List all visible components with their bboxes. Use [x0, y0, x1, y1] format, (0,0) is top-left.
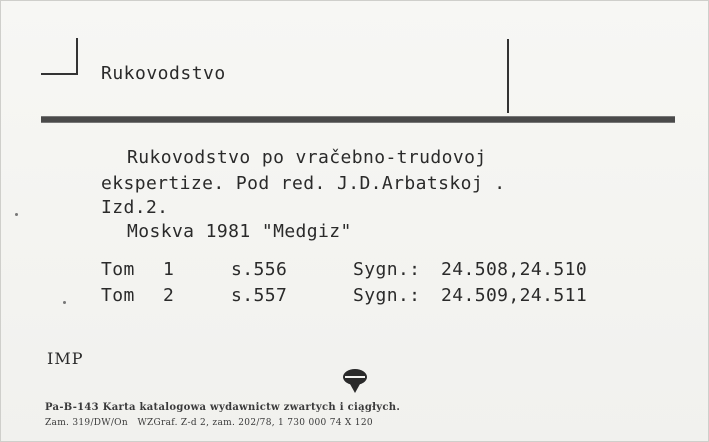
volume-2-number: 2	[163, 285, 175, 306]
corner-mark-horizontal	[41, 73, 78, 75]
corner-mark-vertical	[76, 38, 78, 74]
footer-line-1: Pa-B-143 Karta katalogowa wydawnictw zwartych i ciągłych.	[45, 402, 401, 413]
column-divider	[507, 39, 509, 113]
volume-1-number: 1	[163, 259, 175, 280]
volume-1-sygn-label: Sygn.:	[353, 259, 421, 280]
imprint-line: Moskva 1981 "Medgiz"	[127, 221, 352, 242]
printer-logo-icon	[340, 365, 370, 399]
heading-rule	[41, 116, 675, 123]
title-line-1: Rukovodstvo po vračebno-trudovoj	[127, 147, 487, 168]
volume-1-sygn: 24.508,24.510	[441, 259, 588, 280]
card-heading: Rukovodstvo	[101, 63, 226, 84]
speck	[15, 213, 18, 216]
volume-2-sygn: 24.509,24.511	[441, 285, 588, 306]
volume-2-pages: s.557	[231, 285, 288, 306]
volume-1-pages: s.556	[231, 259, 288, 280]
volume-1-label: Tom	[101, 259, 135, 280]
volume-2-label: Tom	[101, 285, 135, 306]
edition-line: Izd.2.	[101, 197, 169, 218]
stamp-imp: IMP	[47, 349, 84, 368]
speck	[63, 301, 66, 304]
footer-line-2: Zam. 319/DW/On WZGraf. Z-d 2, zam. 202/78, 1 730 000 74 X 120	[45, 418, 373, 428]
title-line-2: ekspertize. Pod red. J.D.Arbatskoj .	[101, 173, 506, 194]
volume-2-sygn-label: Sygn.:	[353, 285, 421, 306]
